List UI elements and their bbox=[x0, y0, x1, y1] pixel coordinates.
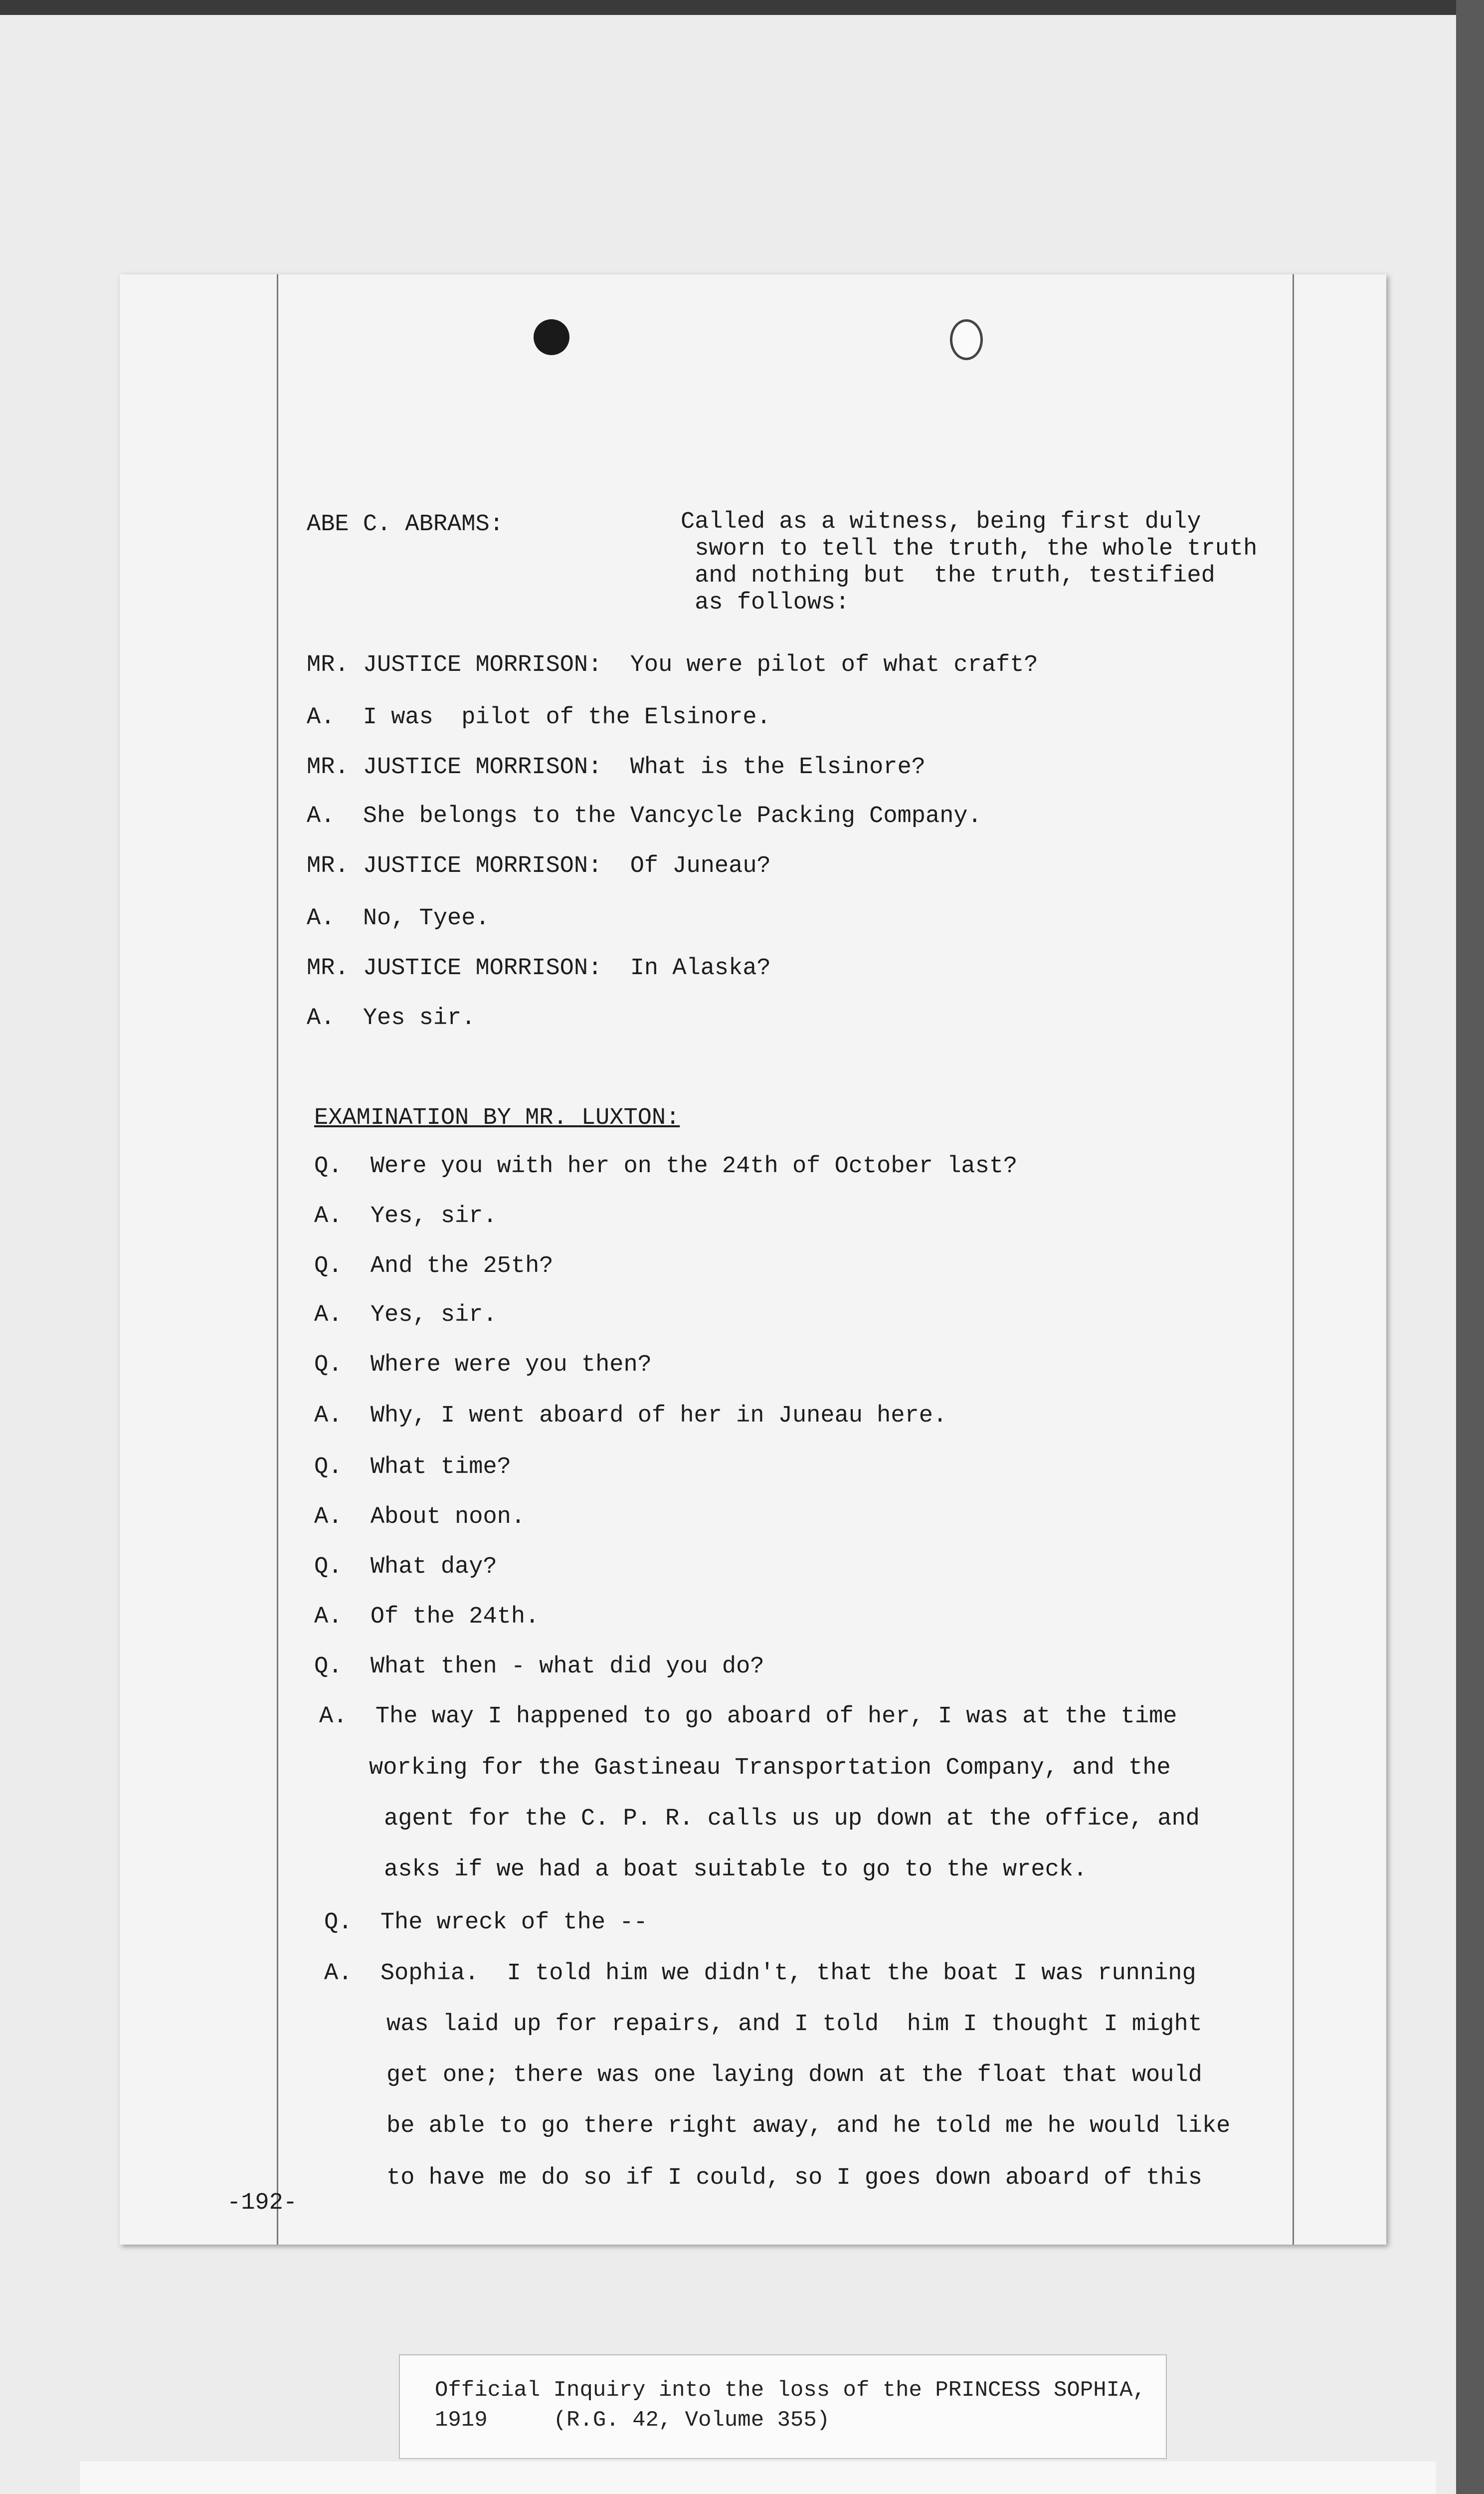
right-margin-rule bbox=[1293, 274, 1294, 2245]
transcript-line: A. She belongs to the Vancycle Packing Company. bbox=[307, 803, 982, 830]
scan-right-edge bbox=[1456, 0, 1484, 2494]
transcript-line: A. Yes, sir. bbox=[314, 1203, 497, 1230]
left-margin-rule bbox=[277, 274, 278, 2245]
transcript-line: Q. Were you with her on the 24th of October last? bbox=[314, 1153, 1018, 1180]
punch-hole bbox=[950, 319, 983, 360]
caption-line: Official Inquiry into the loss of the PRINCESS SOPHIA, bbox=[435, 2378, 1146, 2403]
transcript-line: A. Yes sir. bbox=[307, 1005, 476, 1032]
transcript-line: Q. What then - what did you do? bbox=[314, 1654, 764, 1680]
transcript-line: A. Yes, sir. bbox=[314, 1302, 497, 1328]
transcript-line: Q. And the 25th? bbox=[314, 1253, 554, 1279]
archives-stamp bbox=[80, 2462, 1436, 2494]
transcript-line: Q. The wreck of the -- bbox=[324, 1909, 648, 1936]
transcript-line: A. The way I happened to go aboard of her, I was at the time bbox=[319, 1703, 1177, 1730]
transcript-line: A. About noon. bbox=[314, 1504, 526, 1530]
archive-caption bbox=[399, 2354, 1167, 2459]
transcript-line: MR. JUSTICE MORRISON: In Alaska? bbox=[307, 955, 771, 982]
transcript-line: A. Sophia. I told him we didn't, that the boat I was running bbox=[324, 1960, 1196, 1987]
section-heading: EXAMINATION BY MR. LUXTON: bbox=[314, 1105, 680, 1131]
transcript-line: Q. What day? bbox=[314, 1554, 497, 1580]
transcript-line: A. I was pilot of the Elsinore. bbox=[307, 704, 771, 731]
transcript-line: to have me do so if I could, so I goes down aboard of this bbox=[386, 2165, 1202, 2191]
transcript-line: MR. JUSTICE MORRISON: You were pilot of what craft? bbox=[307, 652, 1038, 678]
caption-line: 1919 (R.G. 42, Volume 355) bbox=[435, 2408, 830, 2433]
witness-intro: Called as a witness, being first duly sworn to tell the truth, the whole truth and nothing but the truth, testified as follows: bbox=[681, 509, 1258, 616]
transcript-line: Q. What time? bbox=[314, 1454, 511, 1480]
transcript-line: A. Of the 24th. bbox=[314, 1604, 540, 1630]
page-number: -192- bbox=[227, 2190, 298, 2216]
punch-hole bbox=[534, 319, 569, 355]
witness-name: ABE C. ABRAMS: bbox=[307, 511, 504, 538]
transcript-line: A. No, Tyee. bbox=[307, 905, 490, 932]
transcript-line: was laid up for repairs, and I told him I thought I might bbox=[386, 2011, 1202, 2038]
transcript-line: A. Why, I went aboard of her in Juneau here. bbox=[314, 1403, 947, 1429]
transcript-line: asks if we had a boat suitable to go to the wreck. bbox=[384, 1857, 1088, 1883]
scan-top-edge bbox=[0, 0, 1484, 15]
transcript-line: MR. JUSTICE MORRISON: Of Juneau? bbox=[307, 853, 771, 879]
transcript-line: working for the Gastineau Transportation Company, and the bbox=[369, 1755, 1171, 1781]
transcript-line: be able to go there right away, and he told me he would like bbox=[386, 2113, 1231, 2139]
transcript-page bbox=[120, 274, 1386, 2245]
transcript-line: agent for the C. P. R. calls us up down at the office, and bbox=[384, 1806, 1200, 1832]
transcript-line: MR. JUSTICE MORRISON: What is the Elsinore? bbox=[307, 754, 926, 781]
transcript-line: get one; there was one laying down at the float that would bbox=[386, 2062, 1202, 2088]
transcript-line: Q. Where were you then? bbox=[314, 1352, 652, 1378]
